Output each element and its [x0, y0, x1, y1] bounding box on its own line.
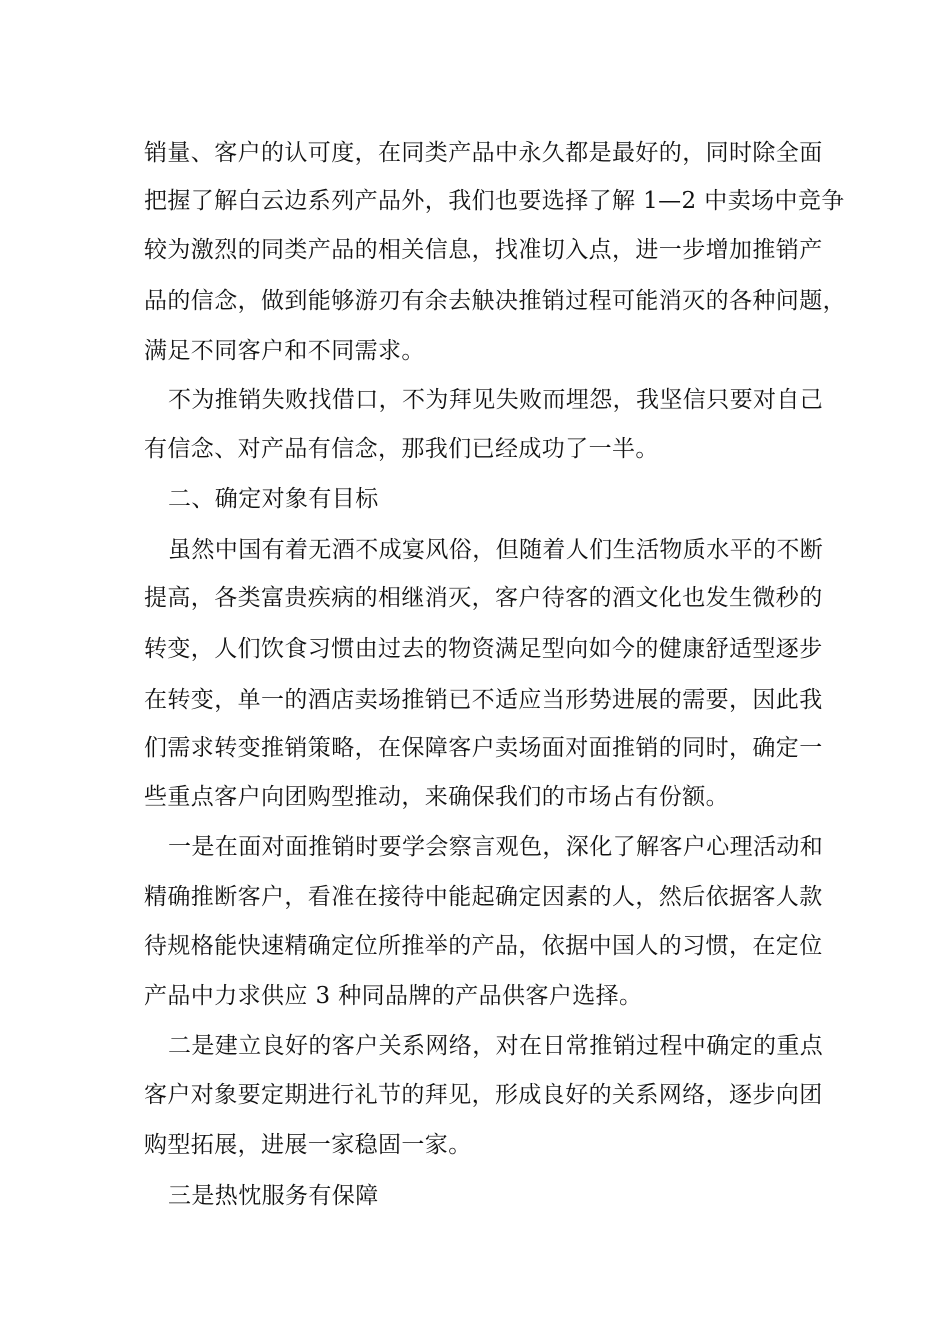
text-line: 精确推断客户，看准在接待中能起确定因素的人，然后依据客人款: [144, 884, 823, 910]
text-line: 销量、客户的认可度，在同类产品中永久都是最好的，同时除全面: [144, 140, 823, 166]
text-line: 们需求转变推销策略，在保障客户卖场面对面推销的同时，确定一: [144, 735, 823, 761]
text-line: 二是建立良好的客户关系网络，对在日常推销过程中确定的重点: [168, 1033, 824, 1059]
text-line: 购型拓展，进展一家稳固一家。: [144, 1132, 472, 1158]
section-heading: 二、确定对象有目标: [168, 486, 379, 512]
text-line: 三是热忱服务有保障: [168, 1183, 379, 1209]
text-line: 提高，各类富贵疾病的相继消灭，客户待客的酒文化也发生微秒的: [144, 585, 823, 611]
text-line: 一是在面对面推销时要学会察言观色，深化了解客户心理活动和: [168, 834, 824, 860]
text-line: 转变，人们饮食习惯由过去的物资满足型向如今的健康舒适型逐步: [144, 636, 823, 662]
text-line: 有信念、对产品有信念，那我们已经成功了一半。: [144, 436, 659, 462]
text-line: 较为激烈的同类产品的相关信息，找准切入点，进一步增加推销产: [144, 237, 823, 263]
text-line: 在转变，单一的酒店卖场推销已不适应当形势进展的需要，因此我: [144, 687, 823, 713]
text-line: 虽然中国有着无酒不成宴风俗，但随着人们生活物质水平的不断: [168, 537, 824, 563]
text-line: 把握了解白云边系列产品外，我们也要选择了解 1—2 中卖场中竞争: [144, 188, 845, 214]
text-line: 不为推销失败找借口，不为拜见失败而埋怨，我坚信只要对自己: [168, 387, 824, 413]
text-line: 满足不同客户和不同需求。: [144, 338, 425, 364]
text-line: 客户对象要定期进行礼节的拜见，形成良好的关系网络，逐步向团: [144, 1082, 823, 1108]
text-line: 品的信念，做到能够游刃有余去觖决推销过程可能消灭的各种问题，: [144, 288, 846, 314]
text-line: 待规格能快速精确定位所推举的产品，依据中国人的习惯，在定位: [144, 933, 823, 959]
text-line: 些重点客户向团购型推动，来确保我们的市场占有份额。: [144, 784, 729, 810]
text-line: 产品中力求供应 3 种同品牌的产品供客户选择。: [144, 983, 643, 1009]
